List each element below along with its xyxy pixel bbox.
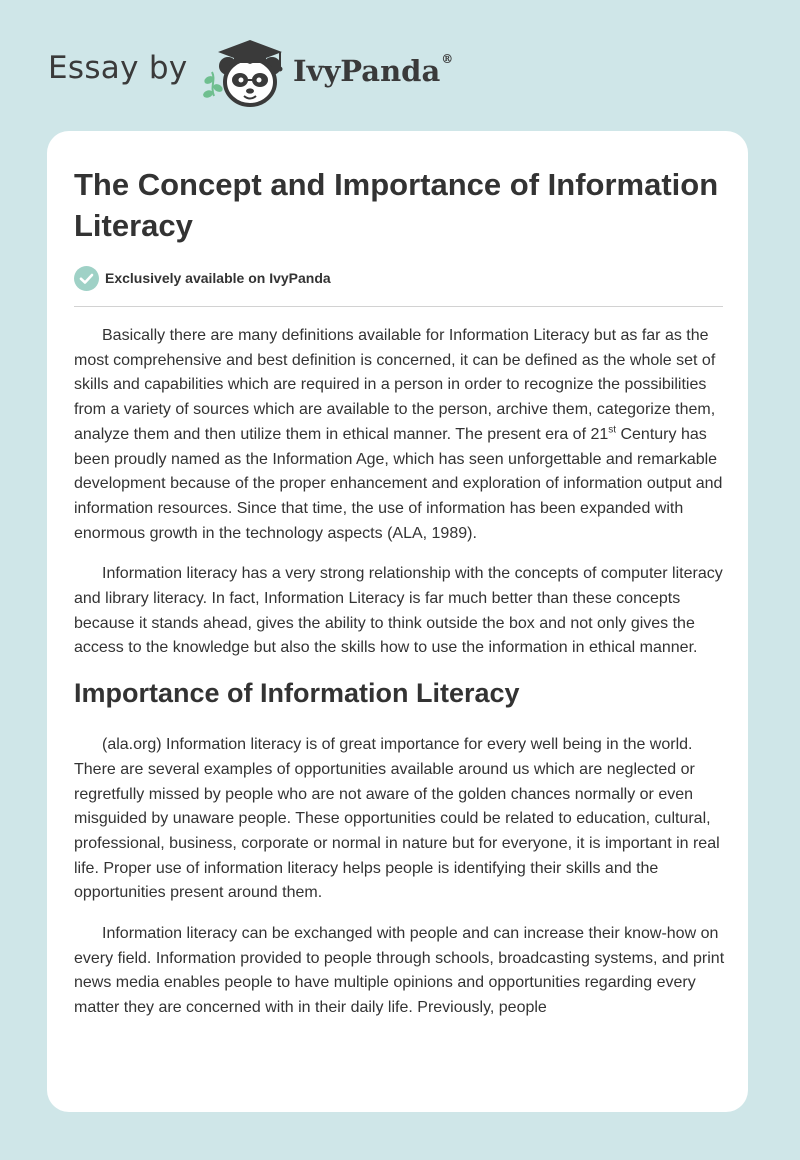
essay-body (74, 324, 726, 1021)
essay-content (74, 164, 726, 1037)
essay-card (47, 131, 748, 1112)
exclusive-badge-label: Exclusively available on IvyPanda (105, 270, 331, 286)
paragraph-1-text-b: Century has been proudly named as the Information Age, which has seen unforgettable and remarkable development because of the proper enhancement and exploration of information output and information resources. Since that time, the use of information has been expanded with enormous growth in the technology aspects (ALA, 1989). (74, 425, 723, 542)
paragraph-4: Information literacy can be exchanged with people and can increase their know-how on every field. Information provided to people through schools, broadcasting systems, and print news media enables people to have multiple opinions and opportunities regarding every matter they are concerned with in their daily life. Previously, people (74, 925, 725, 1017)
ivypanda-logo[interactable] (48, 34, 488, 114)
check-icon (74, 266, 99, 291)
exclusive-badge (74, 265, 726, 291)
section-heading: Importance of Information Literacy (74, 678, 520, 709)
paragraph-1 (74, 324, 726, 546)
divider (74, 306, 723, 307)
registered-mark: ® (441, 52, 454, 66)
paragraph-3: (ala.org) Information literacy is of great importance for every well being in the world. There are several examples of opportunities available around us which are neglected or regretfully missed by people who are not aware of the golden chances normally or even misguided by unaware people. These opportunities could be related to education, cultural, professional, business, corporate or normal in nature but for everyone, it is important in real life. Proper use of information literacy helps people is identifying their skills and the opportunities present around them. (74, 736, 720, 902)
logo-prefix-text: Essay by (48, 50, 188, 86)
brand-text: IvyPanda (293, 54, 441, 88)
essay-title: The Concept and Importance of Information Literacy (74, 167, 719, 243)
panda-mascot-icon (200, 36, 290, 110)
ordinal-suffix: st (608, 424, 617, 436)
logo-brand-name (293, 54, 453, 88)
paragraph-1-text-a: Basically there are many definitions available for Information Literacy but as far as the most comprehensive and best definition is concerned, it can be defined as the whole set of skills and capabilities which are required in a person in order to recognize the possibilities from a variety of sources which are available to the person, archive them, categorize them, analyze them and then utilize them in ethical manner. The present era of 21 (74, 327, 716, 443)
paragraph-2: Information literacy has a very strong relationship with the concepts of computer literacy and library literacy. In fact, Information Literacy is far much better than these concepts because it stands ahead, gives the ability to think outside the box and not only gives the access to the knowledge but also the skills how to use the information in ethical manner. (74, 565, 723, 657)
